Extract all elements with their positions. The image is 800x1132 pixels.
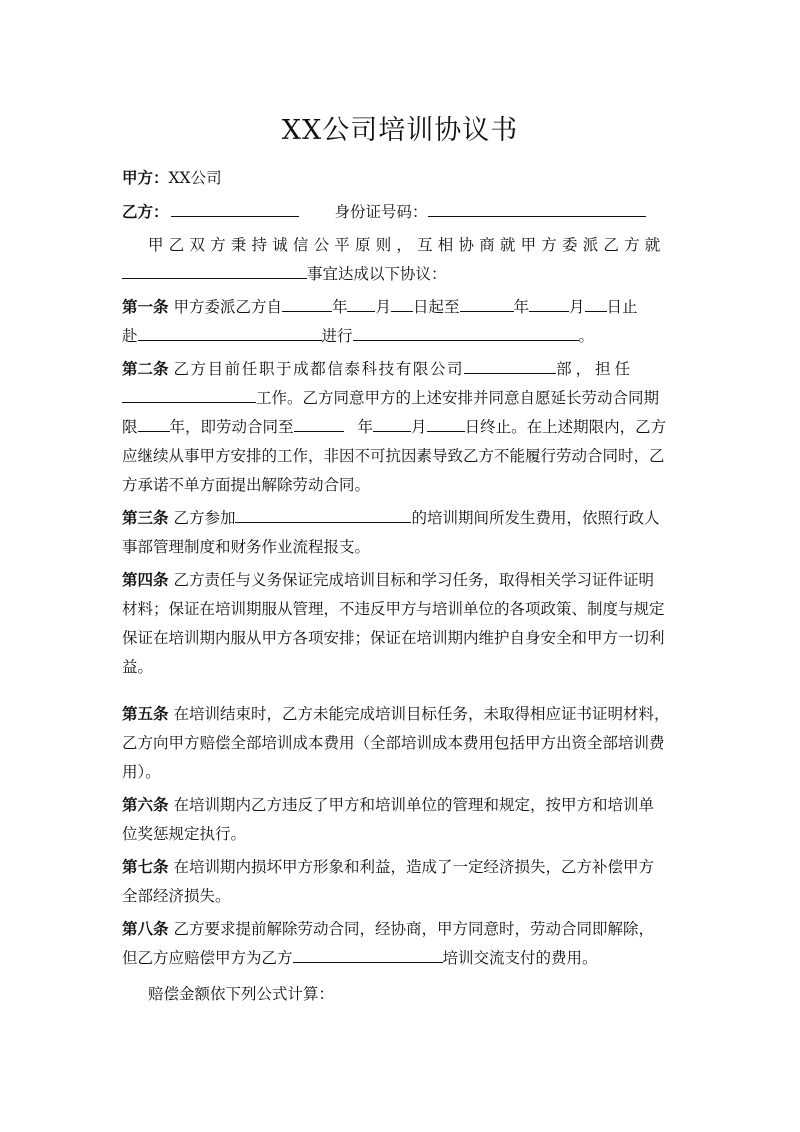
article-5-line-1 bbox=[122, 702, 669, 724]
end-month-blank[interactable] bbox=[529, 296, 569, 312]
limit-label: 限 bbox=[122, 418, 138, 436]
end-day-blank[interactable] bbox=[585, 296, 607, 312]
extension-years-blank[interactable] bbox=[138, 416, 170, 432]
start-year-blank[interactable] bbox=[282, 296, 332, 312]
party-a-value: XX公司 bbox=[168, 169, 222, 187]
article-6-heading: 第六条 bbox=[122, 795, 169, 814]
month-label: 月 bbox=[569, 298, 585, 316]
article-8-text-2: 但乙方应赔偿甲方为乙方 bbox=[122, 949, 293, 967]
article-1-text: 甲方委派乙方自 bbox=[173, 298, 282, 316]
department-blank[interactable] bbox=[464, 358, 556, 374]
article-6-line-1 bbox=[122, 793, 654, 815]
go-to-label: 赴 bbox=[122, 327, 138, 345]
article-2-line-5: 方承诺不单方面提出解除劳动合同。 bbox=[122, 476, 371, 494]
article-3-text-2: 的培训期间所发生费用，依照行政人 bbox=[411, 509, 660, 527]
article-5-heading: 第五条 bbox=[122, 704, 169, 723]
start-month-blank[interactable] bbox=[347, 296, 375, 312]
article-2-text: 乙方目前任职于成都信泰科技有限公司 bbox=[173, 360, 465, 378]
article-4-line-1 bbox=[122, 568, 654, 590]
article-7-line-2: 全部经济损失。 bbox=[122, 887, 231, 905]
article-1-heading: 第一条 bbox=[122, 297, 169, 316]
training-name-blank[interactable] bbox=[235, 507, 411, 523]
article-4-line-4: 益。 bbox=[122, 658, 154, 676]
article-3-line-2: 事部管理制度和财务作业流程报支。 bbox=[122, 538, 371, 556]
article-8-line-1 bbox=[122, 917, 654, 939]
article-7-heading: 第七条 bbox=[122, 857, 169, 876]
article-2-heading: 第二条 bbox=[122, 359, 169, 378]
article-2-line-3 bbox=[122, 415, 666, 437]
article-3-line-1 bbox=[122, 506, 659, 528]
intro-tail: 事宜达成以下协议： bbox=[307, 265, 447, 283]
matter-blank[interactable] bbox=[122, 263, 307, 279]
month-label: 月 bbox=[375, 298, 391, 316]
article-5-line-2: 乙方向甲方赔偿全部培训成本费用（全部培训成本费用包括甲方出资全部培训费 bbox=[122, 734, 665, 752]
party-a-line bbox=[122, 166, 222, 188]
day-from-label: 日起至 bbox=[413, 298, 460, 316]
formula-line: 赔偿金额依下列公式计算： bbox=[148, 985, 335, 1003]
intro-line-1: 甲乙双方秉持诚信公平原则，互相协商就甲方委派乙方就 bbox=[148, 236, 666, 254]
contract-day-blank[interactable] bbox=[427, 416, 465, 432]
party-b-name-blank[interactable] bbox=[171, 201, 299, 217]
year-label: 年 bbox=[331, 298, 348, 316]
article-2-line-1 bbox=[122, 357, 634, 379]
article-8-text-3: 培训交流支付的费用。 bbox=[442, 949, 598, 967]
article-2-text-3: 日终止。在上述期限内，乙方 bbox=[464, 418, 667, 436]
article-8-heading: 第八条 bbox=[122, 919, 169, 938]
year-label: 年 bbox=[513, 298, 530, 316]
month-label: 月 bbox=[411, 418, 427, 436]
party-b-label: 乙方： bbox=[122, 202, 169, 221]
article-3-text: 乙方参加 bbox=[173, 509, 236, 527]
conduct-label: 进行 bbox=[321, 327, 353, 345]
article-4-line-3: 保证在培训期内服从甲方各项安排；保证在培训期内维护自身安全和甲方一切利 bbox=[122, 629, 665, 647]
article-3-heading: 第三条 bbox=[122, 508, 169, 527]
training-exchange-blank[interactable] bbox=[293, 947, 443, 963]
contract-year-blank[interactable] bbox=[294, 416, 344, 432]
training-content-blank[interactable] bbox=[353, 325, 579, 341]
article-7-line-1 bbox=[122, 855, 654, 877]
article-8-line-2 bbox=[122, 946, 598, 968]
page-title: XX公司培训协议书 bbox=[281, 115, 519, 146]
job-title-blank[interactable] bbox=[122, 387, 256, 403]
id-number-blank[interactable] bbox=[428, 201, 646, 217]
intro-line-2 bbox=[122, 262, 447, 284]
article-8-text: 乙方要求提前解除劳动合同，经协商，甲方同意时，劳动合同即解除， bbox=[173, 920, 654, 938]
id-number-label: 身份证号码： bbox=[334, 203, 428, 221]
year-label: 年 bbox=[357, 418, 374, 436]
contract-month-blank[interactable] bbox=[373, 416, 411, 432]
article-5-line-3: 用）。 bbox=[122, 763, 161, 781]
end-year-blank[interactable] bbox=[460, 296, 514, 312]
article-2-text-2: 工作。乙方同意甲方的上述安排并同意自愿延长劳动合同期 bbox=[256, 389, 660, 407]
destination-blank[interactable] bbox=[138, 325, 322, 341]
article-4-text: 乙方责任与义务保证完成培训目标和学习任务，取得相关学习证件证明 bbox=[173, 571, 654, 589]
article-2-line-2 bbox=[122, 386, 659, 408]
article-4-heading: 第四条 bbox=[122, 570, 169, 589]
party-a-label: 甲方： bbox=[122, 168, 169, 187]
article-4-line-2: 材料；保证在培训期服从管理，不违反甲方与培训单位的各项政策、制度与规定 bbox=[122, 600, 665, 618]
article-6-text: 在培训期内乙方违反了甲方和培训单位的管理和规定，按甲方和培训单 bbox=[173, 796, 654, 814]
position-label: 部，担任 bbox=[556, 360, 635, 378]
day-until-label: 日止 bbox=[606, 298, 638, 316]
start-day-blank[interactable] bbox=[391, 296, 413, 312]
article-6-line-2: 位奖惩规定执行。 bbox=[122, 825, 247, 843]
contract-until-label: 年，即劳动合同至 bbox=[169, 418, 294, 436]
period-label: 。 bbox=[578, 327, 595, 345]
party-b-line bbox=[122, 200, 646, 222]
article-1-line-2 bbox=[122, 324, 594, 346]
article-7-text: 在培训期内损坏甲方形象和利益，造成了一定经济损失，乙方补偿甲方 bbox=[173, 858, 654, 876]
article-1-line-1 bbox=[122, 295, 638, 317]
article-5-text: 在培训结束时，乙方未能完成培训目标任务，未取得相应证书证明材料， bbox=[173, 705, 670, 723]
article-2-line-4: 应继续从事甲方安排的工作，非因不可抗因素导致乙方不能履行劳动合同时，乙 bbox=[122, 447, 665, 465]
